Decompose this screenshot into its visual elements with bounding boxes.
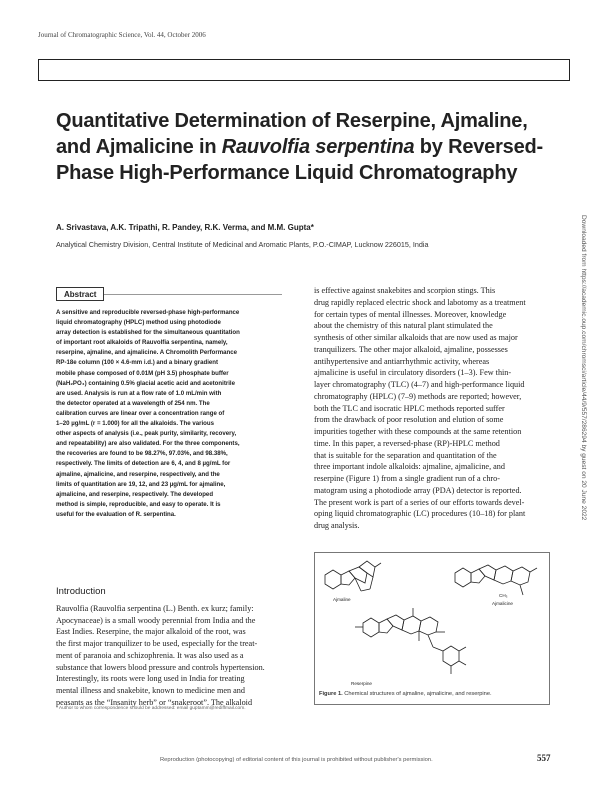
abstract-divider <box>104 294 282 295</box>
introduction-line: ment of paranoia and schizophrenia. It was also used as a <box>56 650 244 660</box>
abstract-line: (NaH₂PO₄) containing 0.5% glacial acetic acid and acetonitrile <box>56 379 235 387</box>
reserpine-ring-a <box>363 618 379 637</box>
column-2-line: synthesis of other similar alkaloids that are now used as major <box>314 333 518 342</box>
abstract-line: other aspects of analysis (i.e., peak purity, similarity, recovery, <box>56 430 237 438</box>
ajmalicine-ring-e <box>511 567 530 585</box>
column-2-line: matogram using a photodiode array (PDA) detector is reported. <box>314 485 522 495</box>
reserpine-ring-b <box>379 619 393 633</box>
abstract-line: the detector operated at a wavelength of 254 nm. The <box>56 399 210 407</box>
column-2-line: drug analysis. <box>314 521 360 530</box>
abstract-line: RP-18e column (100 × 4.6-mm i.d.) and a binary gradient <box>56 359 219 367</box>
column-2-line: The present work is part of a series of our efforts towards devel- <box>314 497 525 507</box>
figure-1 <box>314 552 550 705</box>
title-line-1: Quantitative Determination of Reserpine, Ajmaline, <box>56 110 528 132</box>
column-2-body <box>314 285 550 532</box>
column-2-line: three important indole alkaloids: ajmaline, ajmalicine, and <box>314 462 505 472</box>
column-2-line: both the TLC and isocratic HPLC methods reported suffer <box>314 403 505 413</box>
label-ajmaline: Ajmaline <box>333 597 351 602</box>
introduction-line: peasants as the “Insanity herb” or “snakeroot”. The alkaloid <box>56 697 253 707</box>
introduction-heading: Introduction <box>56 586 106 597</box>
ajmalicine-ring-b <box>471 569 485 583</box>
column-2-line: time. In this paper, a reversed-phase (RP)-HPLC method <box>314 438 500 448</box>
abstract-line: and repeatability) are also validated. For the three components, <box>56 440 240 448</box>
abstract-line: are used. Analysis is run at a flow rate of 1.0 mL/min with <box>56 389 222 397</box>
label-ajmalicine: Ajmalicine <box>492 601 513 606</box>
abstract-line: liquid chromatography (HPLC) method using photodiode <box>56 319 221 327</box>
title-species: Rauvolfia serpentina <box>221 136 415 158</box>
abstract-line: method is simple, reproducible, and easy to operate. It is <box>56 500 221 508</box>
column-2-line: layer chromatography (TLC) (4–7) and high-performance liquid <box>314 380 525 389</box>
column-2-line: drug rapidly replaced electric shock and labotomy as a treatment <box>314 297 526 307</box>
download-side-note: Downloaded from https://academic.oup.com/chromsci/article/44/9/557/286294 by guest on 20 June 2022 <box>580 215 587 521</box>
reserpine-ring-c <box>387 615 404 630</box>
abstract-line: the recoveries are found to be 98.27%, 97.03%, and 98.38%, <box>56 450 228 458</box>
abstract-line: ajmaline, ajmalicine, and reserpine, respectively, and the <box>56 470 220 478</box>
introduction-line: Rauvolfia (Rauvolfia serpentina (L.) Benth. ex kurz; family: <box>56 604 254 613</box>
column-2-line: ajmalicine is useful in circulatory disorders (1–3). Few thin- <box>314 368 512 378</box>
reserpine-ring-d <box>402 616 421 634</box>
reproduction-notice: Reproduction (photocopying) of editorial content of this journal is prohibited without publisher's permission. <box>160 757 433 763</box>
label-ch3: CH₃ <box>499 593 508 598</box>
introduction-line: substance that lowers blood pressure and controls hypertension. <box>56 662 265 672</box>
column-2-line: from the drawback of poor resolution and elution of some <box>314 415 504 425</box>
label-reserpine: Reserpine <box>351 681 372 686</box>
introduction-body <box>56 603 294 708</box>
journal-header: Journal of Chromatographic Science, Vol. 44, October 2006 <box>38 31 206 39</box>
introduction-line: East Indies. Reserpine, the major alkaloid of the root, was <box>56 627 246 637</box>
column-2-line: for certain types of mental illnesses. Moreover, knowledge <box>314 309 507 319</box>
abstract-line: array detection is established for the simultaneous quantitation <box>56 329 240 337</box>
title-line-3: Phase High-Performance Liquid Chromatography <box>56 162 518 184</box>
figure-caption: Figure 1. Chemical structures of ajmaline, ajmalicine, and reserpine. <box>319 691 492 697</box>
reserpine-trimethoxy-ring <box>443 646 459 666</box>
abstract-line: useful for the evaluation of R. serpentina. <box>56 510 176 518</box>
ajmalicine-ring-c <box>479 565 496 580</box>
abstract-line: mobile phase composed of 0.01M (pH 3.5) phosphate buffer <box>56 369 229 377</box>
abstract-line: limits of quantitation are 19, 12, and 23 µg/mL for ajmaline, <box>56 480 226 488</box>
abstract-line: A sensitive and reproducible reversed-phase high-performance <box>56 309 240 316</box>
article-title <box>56 108 566 186</box>
introduction-line: Interestingly, its roots were long used in India for treating <box>56 674 245 684</box>
abstract-line: of important root alkaloids of Rauvolfia serpentina, namely, <box>56 339 228 347</box>
column-2-line: about the chemistry of this natural plant stimulated the <box>314 321 493 331</box>
affiliation: Analytical Chemistry Division, Central Institute of Medicinal and Aromatic Plants, P.O.-CIMAP, Lucknow 226015, India <box>56 240 429 249</box>
column-2-line: that is suitable for the separation and quantitation of the <box>314 450 497 460</box>
abstract-line: ajmalicine, and reserpine, respectively. The developed <box>56 490 214 498</box>
ajmaline-ring-a <box>325 570 341 589</box>
column-2-line: chromatography (HPLC) (7–9) methods are reported; however, <box>314 391 522 401</box>
ajmaline-ring-b <box>341 571 355 585</box>
column-2-line: impurities together with these compounds at the same retention <box>314 427 522 436</box>
column-2-line: is effective against snakebites and scorpion stings. This <box>314 286 496 295</box>
introduction-line: Apocynaceae) is a small woody perennial from India and the <box>56 615 256 625</box>
author-list: A. Srivastava, A.K. Tripathi, R. Pandey, R.K. Verma, and M.M. Gupta* <box>56 223 314 232</box>
header-box <box>38 59 570 81</box>
column-2-line: antihypertensive and antiarrhythmic activity, whereas <box>314 356 490 366</box>
introduction-line: the first major tranquilizer to be used, especially for the treat- <box>56 639 258 649</box>
title-line-2: and Ajmalicine in Rauvolfia serpentina by Reversed- <box>56 136 544 158</box>
reserpine-ring-e <box>419 617 438 635</box>
abstract-line: respectively. The limits of detection are 6, 4, and 8 µg/mL for <box>56 460 231 468</box>
column-2-line: tranquilizers. The other major alkaloid, ajmaline, possesses <box>314 344 508 354</box>
abstract-line: 1–20 µg/mL (r = 1.000) for all the alkaloids. The various <box>56 420 215 428</box>
abstract-heading: Abstract <box>56 287 104 301</box>
abstract-line: calibration curves are linear over a concentration range of <box>56 409 225 417</box>
page-number: 557 <box>537 753 551 763</box>
abstract-body <box>56 308 290 520</box>
correspondence-footnote: * Author to whom correspondence should be addressed: email guptamm@rediffmail.com. <box>56 706 246 711</box>
ajmalicine-ring-d <box>494 566 513 584</box>
ajmalicine-ring-a <box>455 568 471 587</box>
introduction-line: mental illness and snakebite, known to medicine men and <box>56 685 245 695</box>
ajmaline-ring-c <box>349 567 367 583</box>
abstract-line: reserpine, ajmaline, and ajmalicine. A Chromolith Performance <box>56 349 238 357</box>
column-2-line: oping liquid chromatographic (LC) procedures (10–18) for plant <box>314 509 526 519</box>
column-2-line: reserpine (Figure 1) from a single gradient run of a chro- <box>314 474 500 483</box>
